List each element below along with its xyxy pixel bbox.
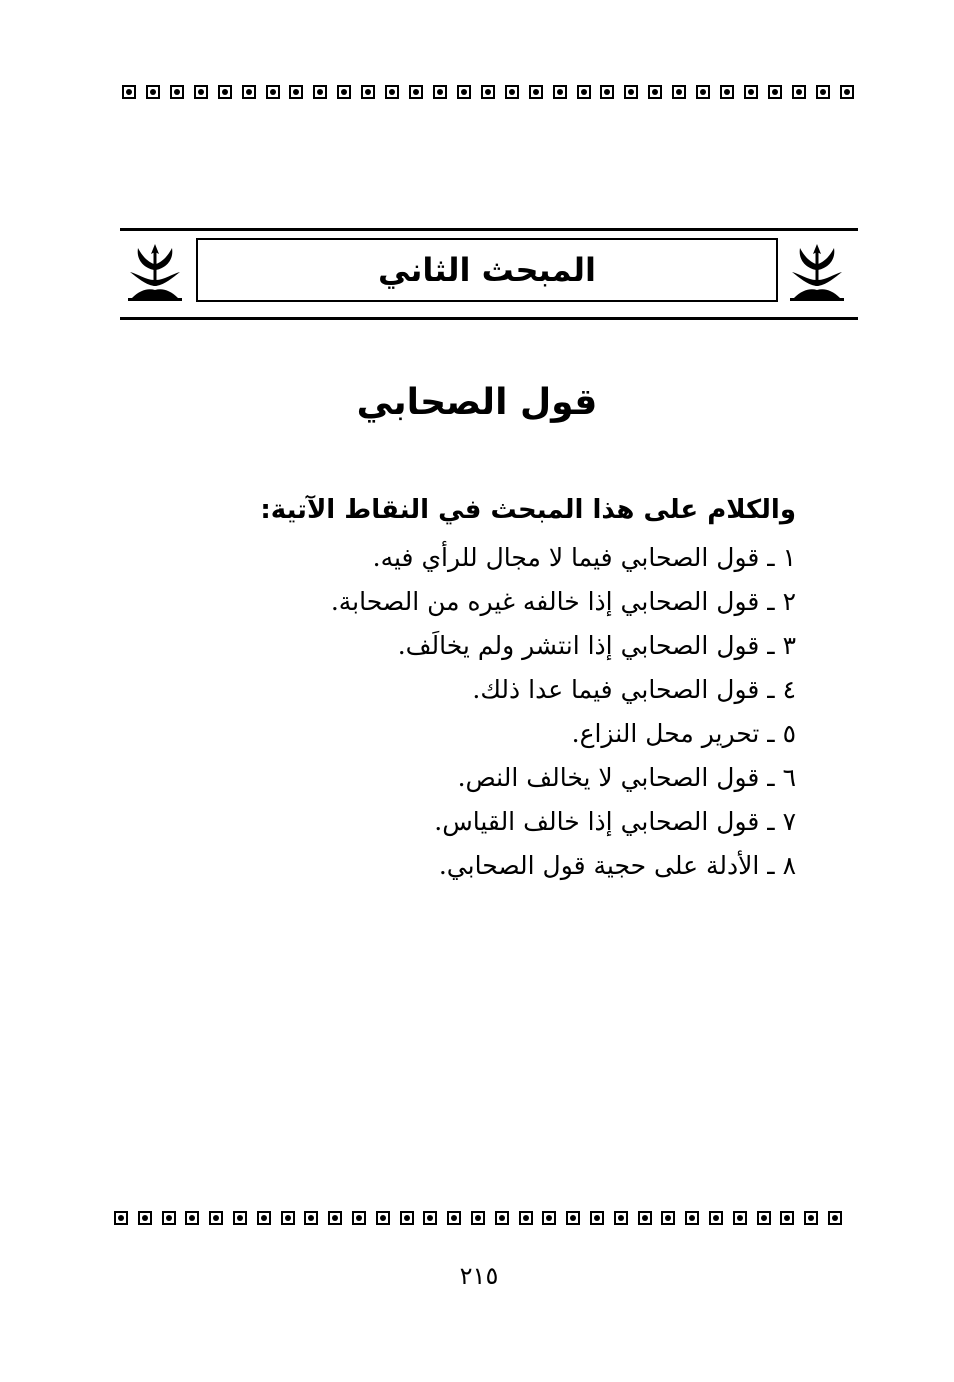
chapter-title: قول الصحابي [356, 382, 598, 423]
square-dot-icon [757, 1211, 771, 1225]
square-dot-icon [720, 85, 734, 99]
square-dot-icon [481, 85, 495, 99]
square-dot-icon [304, 1211, 318, 1225]
square-dot-icon [328, 1211, 342, 1225]
square-dot-icon [194, 85, 208, 99]
square-dot-icon [600, 85, 614, 99]
square-dot-icon [768, 85, 782, 99]
square-dot-icon [385, 85, 399, 99]
square-dot-icon [376, 1211, 390, 1225]
bottom-decorative-border [114, 1208, 842, 1228]
list-item: ٧ ـ قول الصحابي إذا خالف القياس. [434, 807, 796, 836]
list-item: ٤ ـ قول الصحابي فيما عدا ذلك. [472, 675, 796, 704]
square-dot-icon [638, 1211, 652, 1225]
square-dot-icon [146, 85, 160, 99]
header-bottom-rule [120, 317, 858, 320]
list-item: ١ ـ قول الصحابي فيما لا مجال للرأي فيه. [372, 543, 796, 572]
square-dot-icon [218, 85, 232, 99]
square-dot-icon [566, 1211, 580, 1225]
square-dot-icon [447, 1211, 461, 1225]
list-item: ٦ ـ قول الصحابي لا يخالف النص. [457, 763, 796, 792]
floral-ornament-icon [786, 240, 848, 306]
square-dot-icon [553, 85, 567, 99]
top-decorative-border [122, 82, 854, 102]
square-dot-icon [828, 1211, 842, 1225]
header-top-rule [120, 228, 858, 231]
square-dot-icon [400, 1211, 414, 1225]
square-dot-icon [471, 1211, 485, 1225]
square-dot-icon [257, 1211, 271, 1225]
square-dot-icon [281, 1211, 295, 1225]
square-dot-icon [780, 1211, 794, 1225]
square-dot-icon [542, 1211, 556, 1225]
square-dot-icon [744, 85, 758, 99]
body-content [156, 488, 796, 888]
square-dot-icon [457, 85, 471, 99]
square-dot-icon [122, 85, 136, 99]
square-dot-icon [313, 85, 327, 99]
intro-text: والكلام على هذا المبحث في النقاط الآتية: [260, 495, 796, 525]
square-dot-icon [792, 85, 806, 99]
square-dot-icon [614, 1211, 628, 1225]
square-dot-icon [495, 1211, 509, 1225]
square-dot-icon [661, 1211, 675, 1225]
list-item: ٨ ـ الأدلة على حجية قول الصحابي. [438, 851, 796, 880]
square-dot-icon [433, 85, 447, 99]
square-dot-icon [505, 85, 519, 99]
section-header [120, 228, 858, 322]
floral-ornament-icon [124, 240, 186, 306]
square-dot-icon [209, 1211, 223, 1225]
square-dot-icon [590, 1211, 604, 1225]
square-dot-icon [816, 85, 830, 99]
square-dot-icon [685, 1211, 699, 1225]
square-dot-icon [648, 85, 662, 99]
square-dot-icon [696, 85, 710, 99]
section-title: المبحث الثاني [377, 251, 597, 289]
square-dot-icon [423, 1211, 437, 1225]
square-dot-icon [529, 85, 543, 99]
square-dot-icon [577, 85, 591, 99]
square-dot-icon [114, 1211, 128, 1225]
square-dot-icon [185, 1211, 199, 1225]
square-dot-icon [672, 85, 686, 99]
list-item: ٣ ـ قول الصحابي إذا انتشر ولم يخالَف. [397, 631, 796, 660]
square-dot-icon [170, 85, 184, 99]
square-dot-icon [337, 85, 351, 99]
square-dot-icon [242, 85, 256, 99]
square-dot-icon [709, 1211, 723, 1225]
square-dot-icon [361, 85, 375, 99]
section-title-box [196, 238, 778, 302]
list-item: ٢ ـ قول الصحابي إذا خالفه غيره من الصحابة. [330, 587, 796, 616]
square-dot-icon [624, 85, 638, 99]
list-item: ٥ ـ تحرير محل النزاع. [571, 719, 796, 748]
square-dot-icon [266, 85, 280, 99]
page-number: ٢١٥ [459, 1262, 499, 1290]
square-dot-icon [233, 1211, 247, 1225]
square-dot-icon [352, 1211, 366, 1225]
square-dot-icon [138, 1211, 152, 1225]
square-dot-icon [733, 1211, 747, 1225]
square-dot-icon [162, 1211, 176, 1225]
square-dot-icon [289, 85, 303, 99]
square-dot-icon [409, 85, 423, 99]
square-dot-icon [840, 85, 854, 99]
square-dot-icon [519, 1211, 533, 1225]
square-dot-icon [804, 1211, 818, 1225]
